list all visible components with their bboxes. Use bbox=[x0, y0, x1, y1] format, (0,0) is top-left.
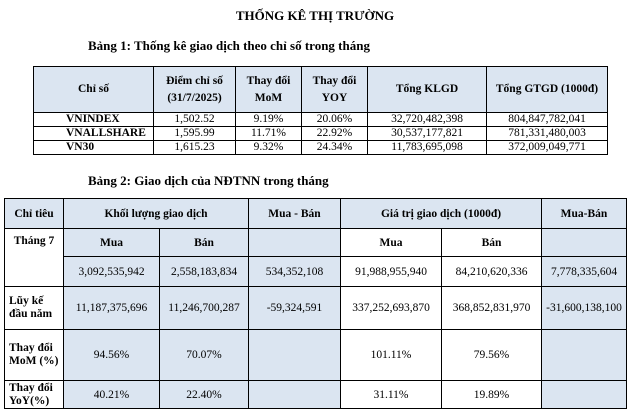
header-chiso: Chỉ số bbox=[34, 67, 154, 113]
mom-gt-net-empty bbox=[542, 330, 627, 381]
index-mom: 9.19% bbox=[236, 113, 302, 127]
header-empty-kl bbox=[249, 229, 341, 257]
ytd-kl-ban: 11,246,700,287 bbox=[160, 287, 249, 330]
index-point: 1,502.52 bbox=[154, 113, 236, 127]
index-yoy: 24.34% bbox=[302, 141, 368, 155]
ytd-gt-net: -31,600,138,100 bbox=[542, 287, 627, 330]
table-row bbox=[34, 127, 608, 141]
yoy-gt-net-empty bbox=[542, 381, 627, 409]
index-gtgd: 781,331,480,003 bbox=[487, 127, 608, 141]
ytd-gt-mua: 337,252,693,870 bbox=[341, 287, 442, 330]
yoy-kl-net-empty bbox=[249, 381, 341, 409]
mom-label: Thay đổi MoM (%) bbox=[5, 330, 64, 381]
header-mom: Thay đổi MoM bbox=[236, 67, 302, 113]
table-row bbox=[5, 330, 627, 381]
table1-caption: Bảng 1: Thống kê giao dịch theo chỉ số trong tháng bbox=[88, 38, 370, 53]
month-gt-net: 7,778,335,604 bbox=[542, 257, 627, 287]
yoy-kl-ban: 22.40% bbox=[160, 381, 249, 409]
index-name: VN30 bbox=[34, 141, 154, 155]
header-ban-kl: Bán bbox=[160, 229, 249, 257]
ytd-kl-net: -59,324,591 bbox=[249, 287, 341, 330]
mom-kl-net-empty bbox=[249, 330, 341, 381]
index-yoy: 22.92% bbox=[302, 127, 368, 141]
header-ban-gt: Bán bbox=[442, 229, 542, 257]
mom-gt-ban: 79.56% bbox=[442, 330, 542, 381]
index-point: 1,595.99 bbox=[154, 127, 236, 141]
mom-kl-ban: 70.07% bbox=[160, 330, 249, 381]
foreign-investor-table bbox=[4, 198, 627, 409]
index-gtgd: 372,009,049,771 bbox=[487, 141, 608, 155]
index-klgd: 11,783,695,098 bbox=[368, 141, 487, 155]
header-chitieu: Chỉ tiêu bbox=[5, 199, 64, 229]
index-mom: 9.32% bbox=[236, 141, 302, 155]
header-klgd: Tổng KLGD bbox=[368, 67, 487, 113]
header-thang: Tháng 7 bbox=[5, 229, 64, 287]
table2-subheader-row bbox=[5, 229, 627, 257]
mom-kl-mua: 94.56% bbox=[64, 330, 160, 381]
page-title: THỐNG KÊ THỊ TRƯỜNG bbox=[235, 8, 395, 23]
table-row bbox=[34, 141, 608, 155]
table-row bbox=[5, 381, 627, 409]
month-gt-mua: 91,988,955,940 bbox=[341, 257, 442, 287]
month-kl-ban: 2,558,183,834 bbox=[160, 257, 249, 287]
header-muaban-kl: Mua - Bán bbox=[249, 199, 341, 229]
header-empty-gt bbox=[542, 229, 627, 257]
yoy-label: Thay đổi YoY(%) bbox=[5, 381, 64, 409]
ytd-gt-ban: 368,852,831,970 bbox=[442, 287, 542, 330]
yoy-gt-ban: 19.89% bbox=[442, 381, 542, 409]
header-diem: Điểm chỉ số (31/7/2025) bbox=[154, 67, 236, 113]
header-klgd: Khối lượng giao dịch bbox=[64, 199, 249, 229]
yoy-kl-mua: 40.21% bbox=[64, 381, 160, 409]
table-row bbox=[5, 287, 627, 330]
table-row bbox=[34, 113, 608, 127]
month-gt-ban: 84,210,620,336 bbox=[442, 257, 542, 287]
mom-gt-mua: 101.11% bbox=[341, 330, 442, 381]
header-gtgd: Tổng GTGD (1000đ) bbox=[487, 67, 608, 113]
header-gtgd: Giá trị giao dịch (1000đ) bbox=[341, 199, 542, 229]
index-yoy: 20.06% bbox=[302, 113, 368, 127]
table-row bbox=[5, 257, 627, 287]
header-yoy: Thay đổi YOY bbox=[302, 67, 368, 113]
index-mom: 11.71% bbox=[236, 127, 302, 141]
table2-caption: Bảng 2: Giao dịch của NĐTNN trong tháng bbox=[88, 173, 329, 188]
index-point: 1,615.23 bbox=[154, 141, 236, 155]
index-klgd: 32,720,482,398 bbox=[368, 113, 487, 127]
index-name: VNINDEX bbox=[34, 113, 154, 127]
ytd-label: Lũy kế đầu năm bbox=[5, 287, 64, 330]
table2-header-row bbox=[5, 199, 627, 229]
header-muaban-gt: Mua-Bán bbox=[542, 199, 627, 229]
header-mua-kl: Mua bbox=[64, 229, 160, 257]
header-mua-gt: Mua bbox=[341, 229, 442, 257]
index-gtgd: 804,847,782,041 bbox=[487, 113, 608, 127]
month-kl-mua: 3,092,535,942 bbox=[64, 257, 160, 287]
ytd-kl-mua: 11,187,375,696 bbox=[64, 287, 160, 330]
index-name: VNALLSHARE bbox=[34, 127, 154, 141]
yoy-gt-mua: 31.11% bbox=[341, 381, 442, 409]
table1-header-row bbox=[34, 67, 608, 113]
index-klgd: 30,537,177,821 bbox=[368, 127, 487, 141]
month-kl-net: 534,352,108 bbox=[249, 257, 341, 287]
index-stats-table bbox=[33, 66, 608, 155]
